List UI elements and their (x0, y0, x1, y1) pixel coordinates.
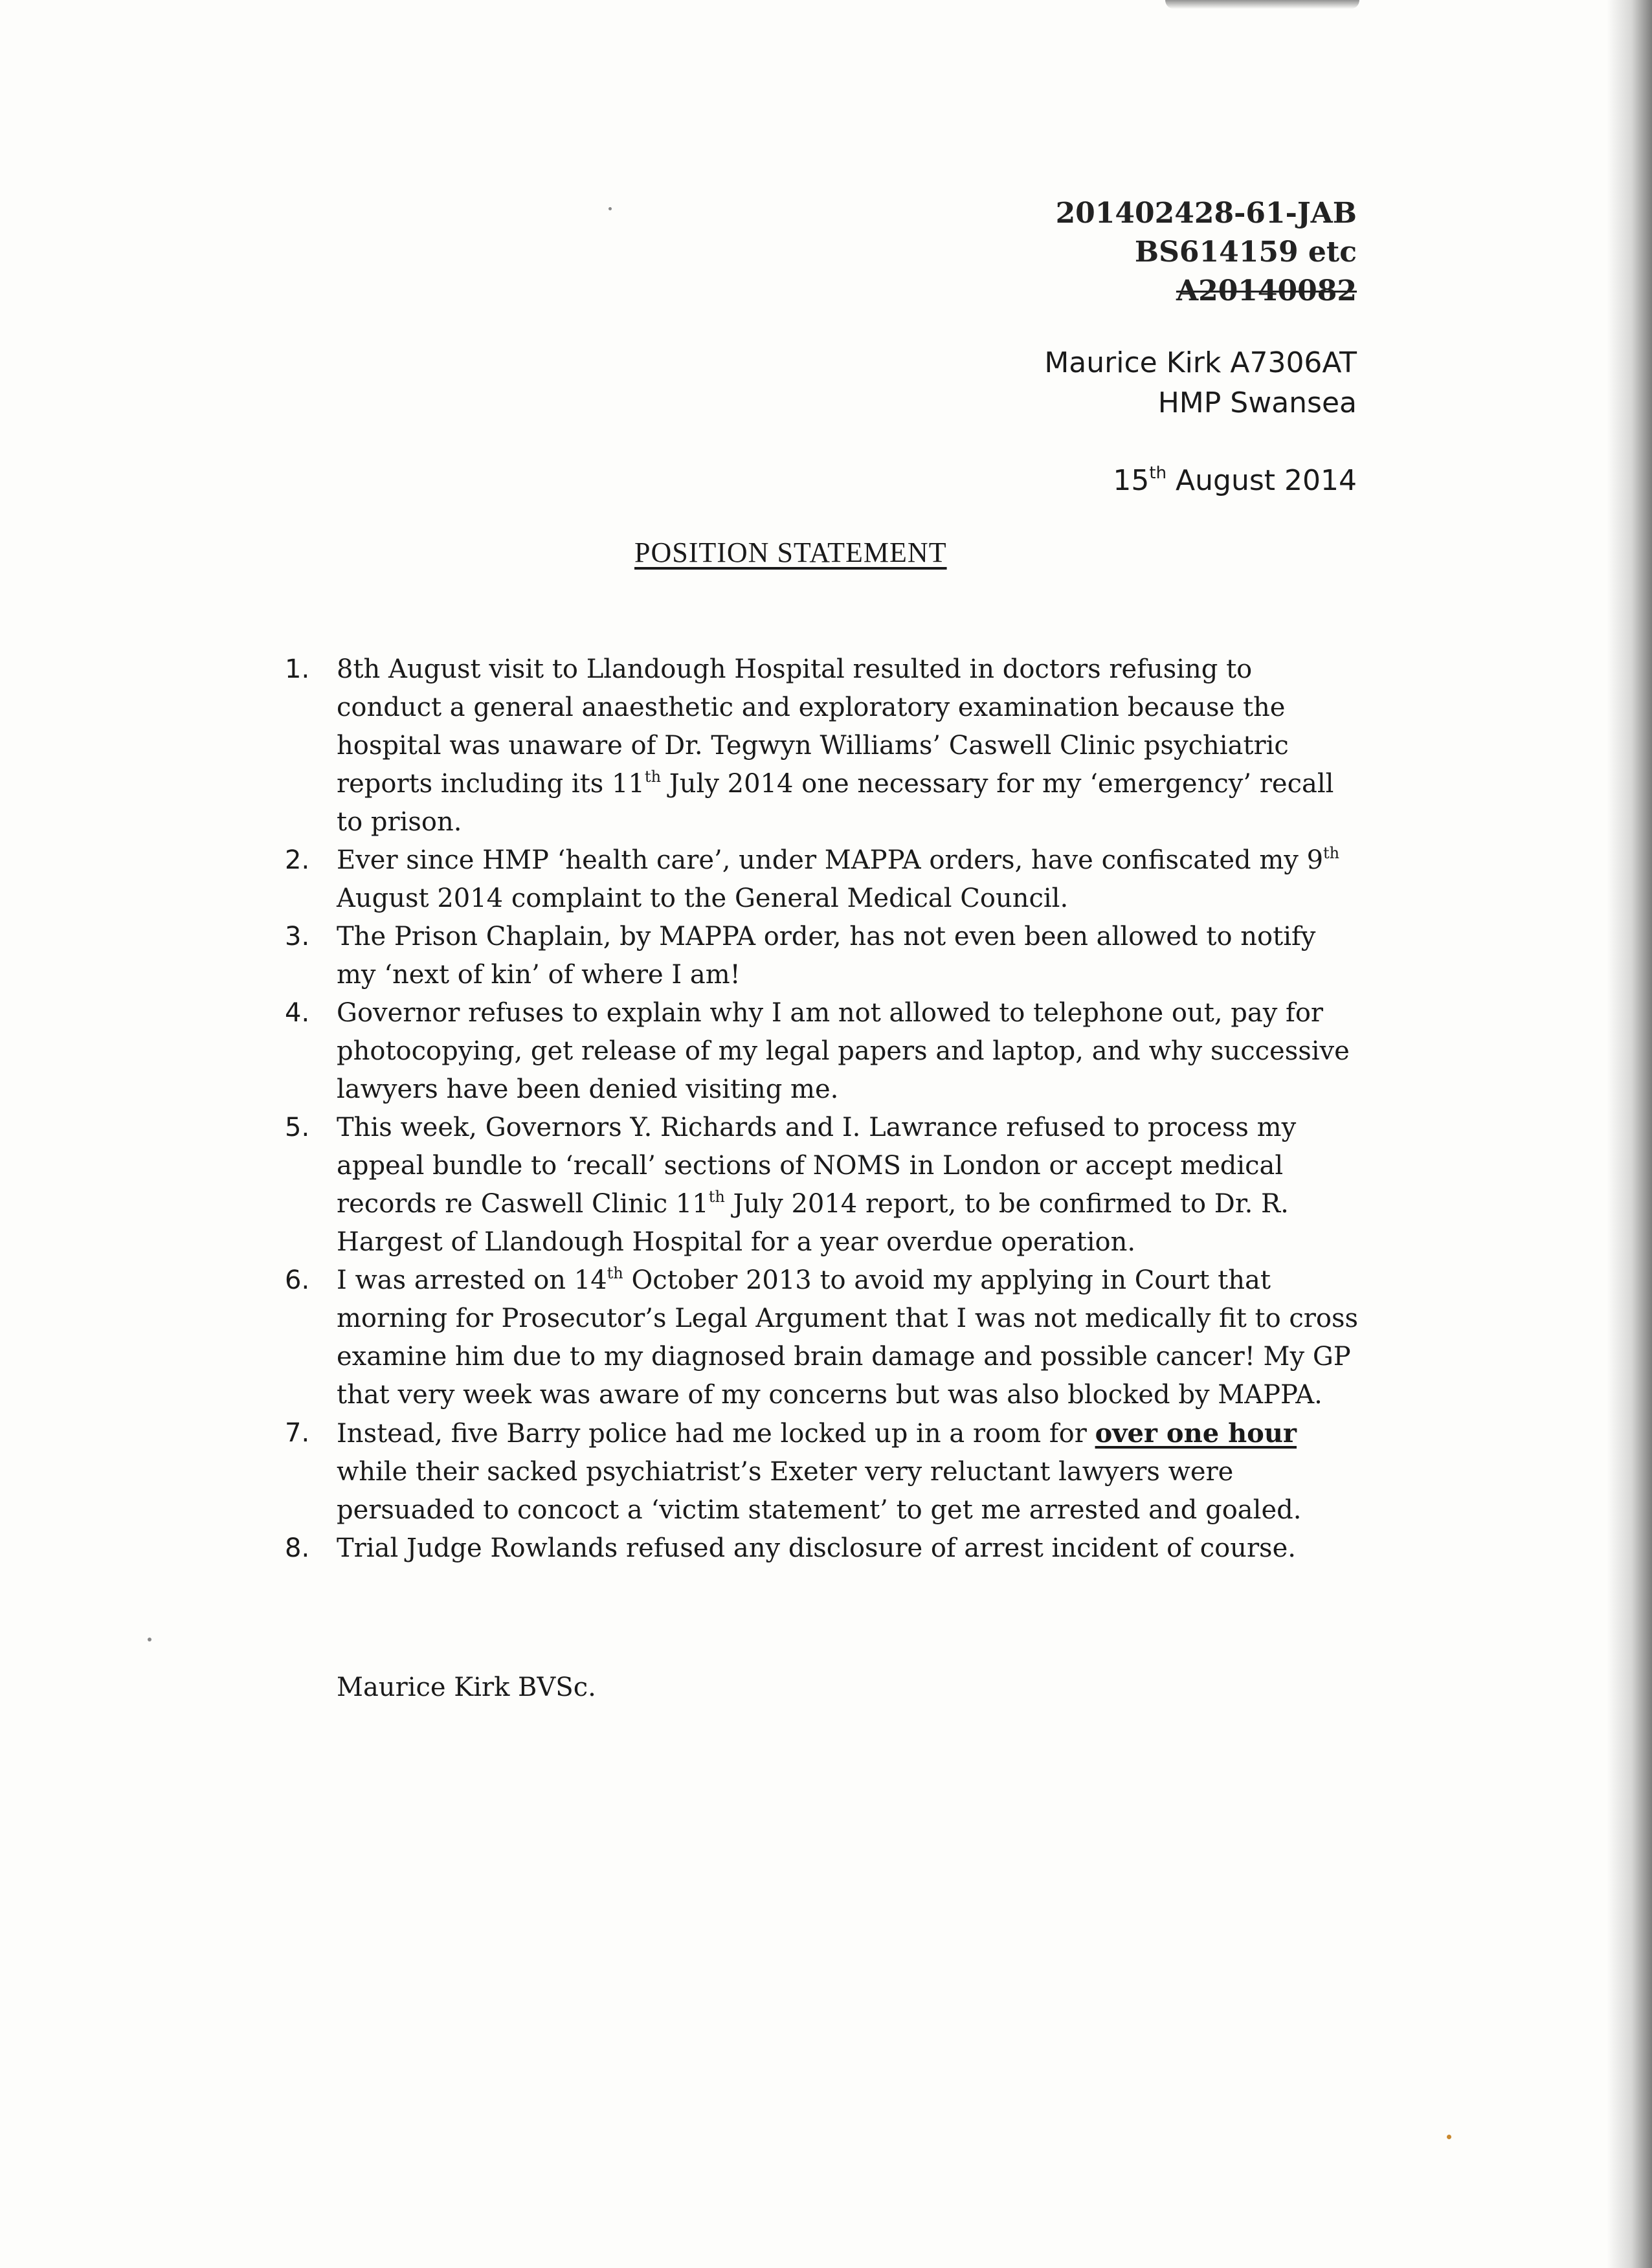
ordinal-suffix: th (708, 1188, 725, 1206)
item-text: Trial Judge Rowlands refused any disclosure of arrest incident of course. (337, 1533, 1296, 1563)
scan-speck (148, 1638, 151, 1641)
item-text: Ever since HMP ‘health care’, under MAPPA orders, have confiscated my 9 (337, 845, 1324, 875)
item-number: 5. (285, 1113, 310, 1142)
statement-item (285, 841, 1359, 918)
scan-shadow-top (1165, 0, 1359, 9)
item-text: October 2013 to avoid my applying in Court that morning for Prosecutor’s Legal Argument that I was not medically fit to cross examine him due to my diagnosed brain damage and possible cancer! My GP that very week was aware of my concerns but was also blocked by MAPPA. (337, 1265, 1359, 1410)
item-text: 8th August visit to Llandough Hospital resulted in doctors refusing to conduct a general anaesthetic and exploratory examination because the hospital was unaware of Dr. Tegwyn Williams’ Caswell Clinic psychiatric reports including its 11 (337, 654, 1289, 799)
ordinal-suffix: th (1323, 844, 1340, 862)
reference-numbers (1056, 194, 1357, 311)
item-text: August 2014 complaint to the General Medical Council. (337, 884, 1069, 913)
item-text: The Prison Chaplain, by MAPPA order, has not even been allowed to notify my ‘next of kin’ of where I am! (337, 922, 1316, 990)
item-text: This week, Governors Y. Richards and I. Lawrance refused to process my appeal bundle to ‘recall’ sections of NOMS in London or accept medical records re Caswell Clinic 11 (337, 1113, 1297, 1219)
statement-item (285, 1109, 1359, 1262)
reference-line-struck: A20140082 (1176, 274, 1357, 307)
sender-location: HMP Swansea (1157, 386, 1357, 419)
item-text: July 2014 report, to be confirmed to Dr. R. Hargest of Llandough Hospital for a year overdue operation. (337, 1189, 1289, 1257)
emphasized-text: over one hour (1095, 1418, 1297, 1449)
item-text: I was arrested on 14 (337, 1265, 607, 1295)
scan-speck (1447, 2135, 1451, 2139)
sender-address (1044, 343, 1357, 423)
item-number: 6. (285, 1265, 310, 1295)
statement-item (285, 994, 1359, 1109)
item-number: 1. (285, 654, 310, 684)
date-suffix: th (1149, 463, 1167, 483)
item-number: 2. (285, 845, 310, 875)
document-date (1113, 461, 1357, 501)
item-text: July 2014 one necessary for my ‘emergency’ recall to prison. (337, 769, 1334, 837)
signature: Maurice Kirk BVSc. (337, 1673, 596, 1702)
item-text: Instead, five Barry police had me locked up in a room for (337, 1419, 1095, 1449)
item-text: while their sacked psychiatrist’s Exeter very reluctant lawyers were persuaded to concoct a ‘victim statement’ to get me arrested and goaled. (337, 1457, 1302, 1525)
ordinal-suffix: th (644, 768, 662, 786)
statement-item (285, 918, 1359, 994)
item-number: 3. (285, 922, 310, 951)
sender-name: Maurice Kirk A7306AT (1044, 346, 1357, 379)
statement-item (285, 650, 1359, 841)
date-day: 15 (1113, 464, 1150, 497)
statement-item (285, 1414, 1359, 1529)
scan-speck (608, 207, 612, 210)
item-number: 7. (285, 1418, 310, 1448)
item-text: Governor refuses to explain why I am not allowed to telephone out, pay for photocopying, get release of my legal papers and laptop, and why successive lawyers have been denied visiting me. (337, 998, 1350, 1104)
statement-item (285, 1529, 1359, 1568)
ordinal-suffix: th (607, 1264, 623, 1282)
reference-line: 201402428-61-JAB (1055, 197, 1357, 230)
item-number: 4. (285, 998, 310, 1028)
statement-list (285, 650, 1359, 1568)
scan-shadow-right (1607, 0, 1652, 2268)
statement-item (285, 1262, 1359, 1414)
item-number: 8. (285, 1533, 310, 1563)
reference-line: BS614159 etc (1134, 236, 1357, 269)
date-month-year: August 2014 (1166, 464, 1357, 497)
document-title: POSITION STATEMENT (634, 537, 947, 568)
